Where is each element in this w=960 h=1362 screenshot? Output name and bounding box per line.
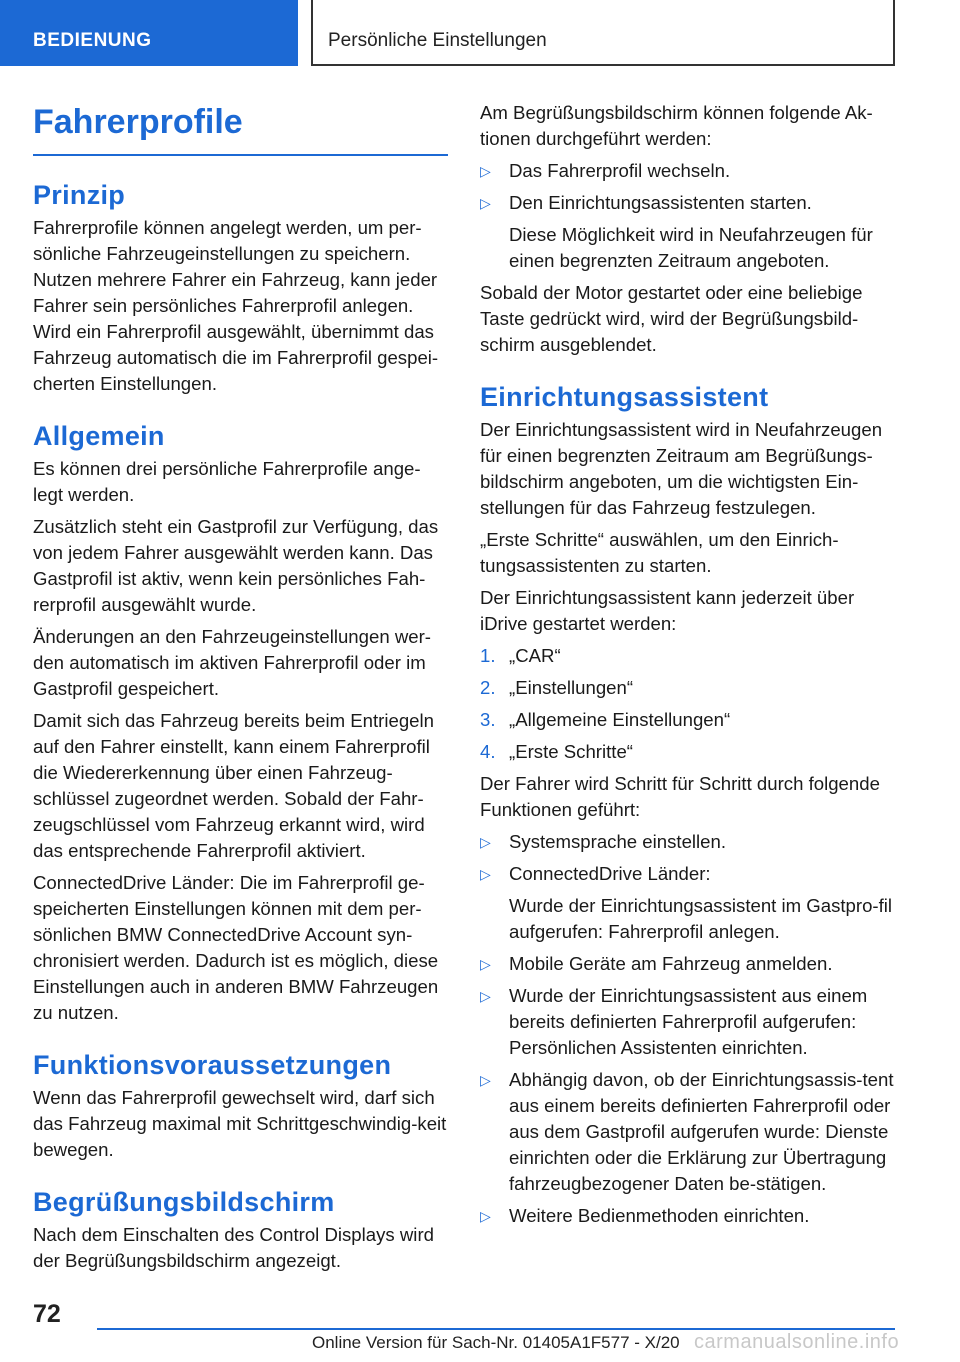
paragraph-after-actions: Sobald der Motor gestartet oder eine beliebige Taste gedrückt wird, wird der Begrüßungsbild-schirm ausgeblendet. <box>480 282 863 355</box>
list-item: ▷ Wurde der Einrichtungsassistent aus einem bereits definierten Fahrerprofil aufgerufen: Persönlichen Assistenten einrichten. <box>480 985 868 1058</box>
actions-list <box>480 158 895 274</box>
heading-allgemein: Allgemein <box>33 421 165 451</box>
heading-funktionsvoraussetzungen: Funktionsvoraussetzungen <box>33 1050 392 1080</box>
step-item: 2. „Einstellungen“ <box>480 677 634 698</box>
paragraph-allgemein-3: Änderungen an den Fahrzeugeinstellungen wer-den automatisch im aktiven Fahrerprofil oder im Gastprofil gespeichert. <box>33 626 431 699</box>
paragraph-assistent-2: „Erste Schritte“ auswählen, um den Einrich-tungsassistenten zu starten. <box>480 529 839 576</box>
triangle-bullet-icon: ▷ <box>480 195 491 211</box>
list-item: ▷ ConnectedDrive Länder: Wurde der Einrichtungsassistent im Gastpro-fil aufgerufen: Fahrerprofil anlegen. <box>480 861 895 945</box>
section-tab: BEDIENUNG <box>0 0 298 66</box>
list-item: ▷ Systemsprache einstellen. <box>480 829 895 855</box>
triangle-bullet-icon: ▷ <box>480 1072 491 1088</box>
paragraph-assistent-4: Der Fahrer wird Schritt für Schritt durch folgende Funktionen geführt: <box>480 773 880 820</box>
step-item: 1. „CAR“ <box>480 645 561 666</box>
footer-divider <box>97 1328 895 1330</box>
paragraph-prinzip: Fahrerprofile können angelegt werden, um per-sönliche Fahrzeugeinstellungen zu speichern. Nutzen mehrere Fahrer ein Fahrzeug, kann jeder Fahrer sein persönliches Fahrerprofil anlegen. Wird ein Fahrerprofil ausgewählt, übernimmt das Fahrzeug automatisch die im Fahrerprofil gespei-cherten Einstellungen. <box>33 217 439 394</box>
paragraph-actions-intro: Am Begrüßungsbildschirm können folgende Ak-tionen durchgeführt werden: <box>480 102 873 149</box>
list-item-note: Diese Möglichkeit wird in Neufahrzeugen für einen begrenzten Zeitraum angeboten. <box>509 224 873 271</box>
step-item: 4. „Erste Schritte“ <box>480 741 633 762</box>
online-version-note: Online Version für Sach-Nr. 01405A1F577 - X/20 <box>312 1333 680 1352</box>
paragraph-allgemein-4: Damit sich das Fahrzeug bereits beim Entriegeln auf den Fahrer einstellt, kann einem Fahrerprofil die Wiedererkennung über einen Fahrzeug-schlüssel zugeordnet werden. Sobald der Fahr-zeugschlüssel vom Fahrzeug erkannt wird, wird das entsprechende Fahrerprofil aktiviert. <box>33 710 434 861</box>
list-item: ▷ Mobile Geräte am Fahrzeug anmelden. <box>480 951 895 977</box>
heading-einrichtungsassistent: Einrichtungsassistent <box>480 382 769 412</box>
paragraph-allgemein-2: Zusätzlich steht ein Gastprofil zur Verfügung, das von jedem Fahrer ausgewählt werden kann. Das Gastprofil ist aktiv, wenn kein persönliches Fah-rerprofil ausgewählt wurde. <box>33 516 439 615</box>
list-item: ▷ Abhängig davon, ob der Einrichtungsassis-tent aus einem bereits definierten Fahrerprofil oder aus dem Gastprofil aufgerufen wurde: Dienste einrichten oder die Erklärung zur Übertragung fahrzeugbezogener Daten be-stätigen. <box>480 1069 894 1194</box>
paragraph-allgemein-1: Es können drei persönliche Fahrerprofile ange-legt werden. <box>33 458 421 505</box>
subsection-title: Persönliche Einstellungen <box>311 0 895 66</box>
paragraph-assistent-1: Der Einrichtungsassistent wird in Neufahrzeugen für einen begrenzten Zeitraum am Begrüßungs-bildschirm angeboten, um die wichtigsten Ein-stellungen für das Fahrzeug festzulegen. <box>480 419 883 518</box>
list-item: ▷ Das Fahrerprofil wechseln. <box>480 158 895 184</box>
paragraph-assistent-3: Der Einrichtungsassistent kann jederzeit über iDrive gestartet werden: <box>480 587 855 634</box>
heading-begruessungsbildschirm: Begrüßungsbildschirm <box>33 1187 335 1217</box>
paragraph-begruessungsbildschirm: Nach dem Einschalten des Control Displays wird der Begrüßungsbildschirm angezeigt. <box>33 1224 434 1271</box>
triangle-bullet-icon: ▷ <box>480 956 491 972</box>
heading-prinzip: Prinzip <box>33 180 126 210</box>
page-number: 72 <box>33 1300 61 1328</box>
triangle-bullet-icon: ▷ <box>480 866 491 882</box>
list-item-note: Wurde der Einrichtungsassistent im Gastpro-fil aufgerufen: Fahrerprofil anlegen. <box>509 895 893 942</box>
chapter-title: Fahrerprofile <box>33 103 448 156</box>
functions-list <box>480 829 895 1229</box>
triangle-bullet-icon: ▷ <box>480 988 491 1004</box>
step-item: 3. „Allgemeine Einstellungen“ <box>480 709 731 730</box>
triangle-bullet-icon: ▷ <box>480 163 491 179</box>
paragraph-funktionsvoraussetzungen: Wenn das Fahrerprofil gewechselt wird, darf sich das Fahrzeug maximal mit Schrittgeschwindig-keit bewegen. <box>33 1087 447 1160</box>
triangle-bullet-icon: ▷ <box>480 834 491 850</box>
steps-list <box>480 643 895 765</box>
paragraph-allgemein-5: ConnectedDrive Länder: Die im Fahrerprofil ge-speicherten Einstellungen können mit dem per-sönlichen BMW ConnectedDrive Account syn-chronisiert werden. Dadurch ist es möglich, diese Einstellungen auch in anderen BMW Fahrzeugen zu nutzen. <box>33 872 439 1023</box>
list-item: ▷ Weitere Bedienmethoden einrichten. <box>480 1203 895 1229</box>
watermark: carmanualsonline.info <box>694 1331 900 1353</box>
triangle-bullet-icon: ▷ <box>480 1208 491 1224</box>
list-item: ▷ Den Einrichtungsassistenten starten. Diese Möglichkeit wird in Neufahrzeugen für einen begrenzten Zeitraum angeboten. <box>480 190 895 274</box>
left-column <box>33 100 448 1280</box>
right-column <box>480 100 895 1235</box>
